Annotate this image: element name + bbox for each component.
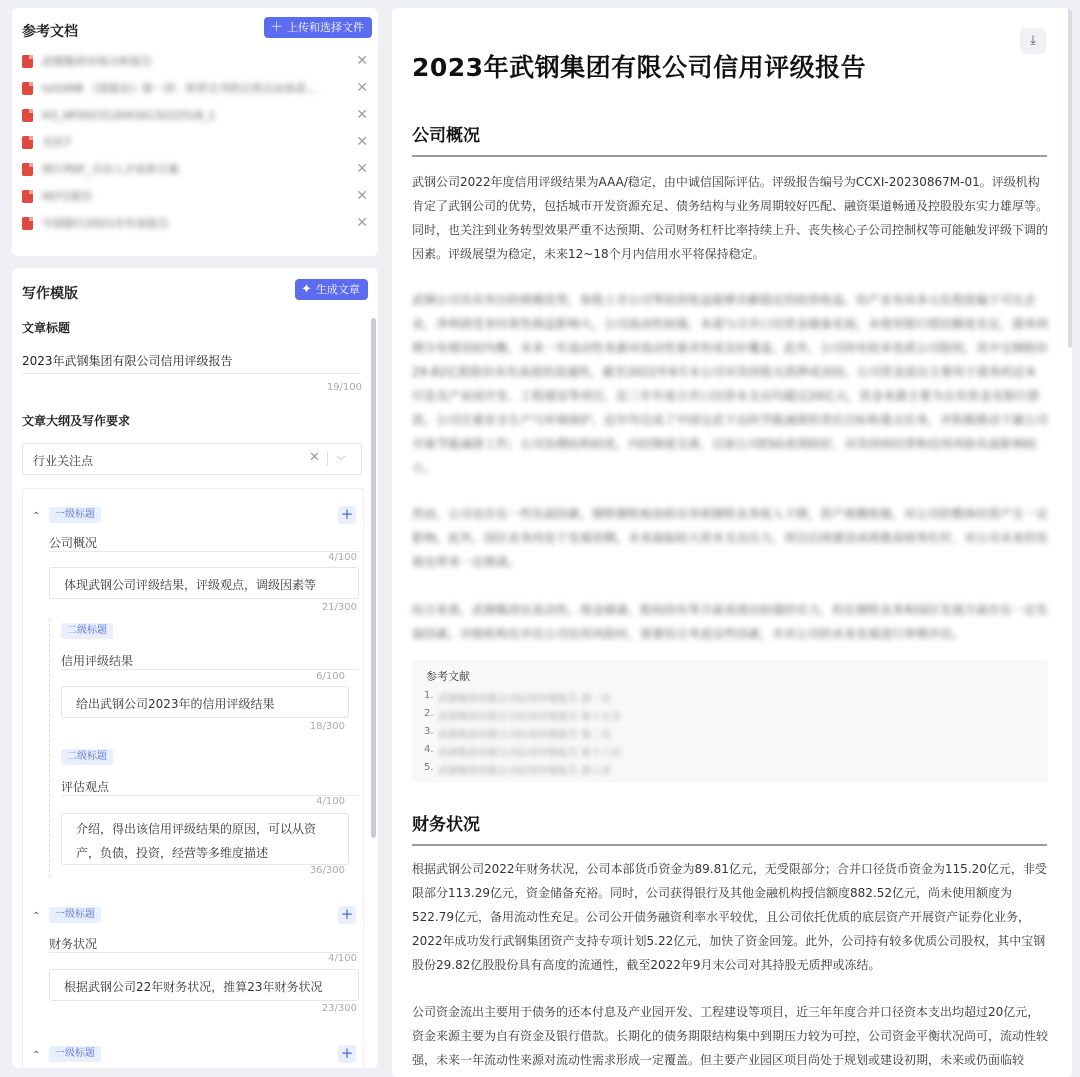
- reference-text: 武钢集团有限公司信用评级报告 第八页: [438, 766, 612, 777]
- pdf-icon: [22, 163, 33, 176]
- references-box: [412, 660, 1048, 782]
- section-requirement-input[interactable]: [49, 969, 359, 1001]
- file-item[interactable]: [22, 106, 368, 124]
- subsection-requirement-count: 18/300: [309, 721, 345, 732]
- file-name: 中国银行2021年年度报告: [42, 217, 169, 230]
- subsection-requirement-text: 介绍，得出该信用评级结果的原因，可以从资产，负债，投资，经营等多维度描述: [76, 822, 317, 860]
- paragraph: 武钢公司2022年度信用评级结果为AAA/稳定，由中诚信国际评估。评级报告编号为CCXI-20230867M-01。评级机构肯定了武钢公司的优势，包括城市开发资源充足、债务结构与业务周期较好匹配、融资渠道畅通及控股股东实力雄厚等。同时，也关注到业务转型效果严重不达预期、公司财务杠杆比率持续上升、丧失核心子公司控制权等可能触发评级下调的因素。评级展望为稳定，未来12~18个月内信用水平将保持稳定。: [412, 175, 1049, 261]
- reference-item[interactable]: [424, 762, 611, 777]
- download-icon[interactable]: ⤓: [1020, 28, 1046, 54]
- document-panel: [392, 8, 1072, 1077]
- reference-number: 1.: [424, 690, 434, 701]
- select-separator: [327, 452, 328, 466]
- reference-item[interactable]: [424, 726, 611, 741]
- references-title: 参考文献: [426, 670, 470, 683]
- nest-line: [49, 619, 50, 877]
- remove-file-icon[interactable]: ✕: [356, 215, 368, 231]
- subsection-requirement-count: 36/300: [309, 865, 345, 876]
- remove-file-icon[interactable]: ✕: [356, 161, 368, 177]
- file-item[interactable]: [22, 133, 368, 151]
- remove-file-icon[interactable]: ✕: [356, 107, 368, 123]
- upload-select-files-button[interactable]: [264, 17, 372, 38]
- subsection-requirement-input[interactable]: [61, 686, 349, 718]
- generate-article-button[interactable]: [295, 279, 368, 300]
- add-subsection-button[interactable]: +: [338, 506, 356, 524]
- divider: [22, 373, 360, 374]
- subsection-name-count: 6/100: [316, 671, 345, 682]
- pdf-icon: [22, 109, 33, 122]
- remove-file-icon[interactable]: ✕: [356, 188, 368, 204]
- paragraph: 综合来看，武钢集团在流动性、现金储备、股权持有等方面表现出较强的实力，但在钢铁业务和园区发展方面存在一定负面因素。评级机构在评估公司信用风险时，需要综合考虑这些因素，并对公司的未来发展进行审慎评估。: [412, 603, 1049, 641]
- subsection-requirement-input[interactable]: [61, 813, 349, 865]
- reference-text: 武钢集团有限公司信用评级报告 第十五页: [438, 712, 622, 723]
- paragraph: 根据武钢公司2022年财务状况，公司本部货币资金为89.81亿元，无受限部分；合并口径货币资金为115.20亿元，非受限部分113.29亿元，资金储备充裕。同时，公司获得银行及其他金融机构授信额度882.52亿元，尚未使用额度为522.79亿元，备用流动性充足。公司公开债务融资利率水平较优，且公司依托优质的底层资产开展资产证券化业务，2022年成功发行武钢集团资产支持专项计划5.22亿元，加快了资金回笼。此外，公司持有较多优质公司股权，其中宝钢股份29.82亿股股份具有高度的流通性，截至2022年9月末公司对其持股无质押或冻结。: [412, 862, 1047, 972]
- add-subsection-button[interactable]: +: [338, 906, 356, 924]
- remove-file-icon[interactable]: ✕: [356, 134, 368, 150]
- file-name: tsl1008 《国富论》第一讲：纵贯全书的自然自由体系...: [42, 82, 318, 95]
- heading-rule: [412, 155, 1047, 157]
- reference-docs-panel: [12, 8, 378, 256]
- reference-text: 武钢集团有限公司信用评级报告 第十六页: [438, 748, 622, 759]
- reference-text: 武钢集团有限公司信用评级报告 第一页: [438, 694, 612, 705]
- reference-number: 3.: [424, 726, 434, 737]
- section-requirement-count: 21/300: [321, 602, 357, 613]
- reference-item[interactable]: [424, 744, 621, 759]
- section-requirement-text: 体现武钢公司评级结果，评级观点，调级因素等: [64, 578, 317, 592]
- pdf-icon: [22, 55, 33, 68]
- remove-file-icon[interactable]: ✕: [356, 53, 368, 69]
- file-name: H3_AP202312041613222518_1: [42, 108, 216, 122]
- article-title-count: 19/100: [326, 382, 362, 393]
- paragraph: 然而，公司也存在一些负面因素，钢铁钢铁板块转出导致钢铁业务收入下降，资产规模收缩，对公司的整体经营产生一定影响。此外，园区业务尚处于发展初期，未来面临较大资本支出压力，项目后续建设或将推高财务杠杆，对公司未来的发展也带来一定挑战。: [412, 507, 1049, 569]
- subsection-name-input[interactable]: 评估观点: [61, 780, 110, 794]
- outline-select-value: 行业关注点: [33, 454, 94, 468]
- template-scrollbar[interactable]: [371, 318, 376, 838]
- article-title-input[interactable]: 2023年武钢集团有限公司信用评级报告: [22, 354, 233, 368]
- file-item[interactable]: [22, 187, 368, 205]
- section-name-input[interactable]: 公司概况: [49, 536, 98, 550]
- generate-button-label: 生成文章: [315, 283, 360, 296]
- heading-rule: [412, 844, 1047, 846]
- section-requirement-count: 23/300: [321, 1003, 357, 1014]
- collapse-icon[interactable]: ⌃: [32, 911, 41, 922]
- writing-template-panel: [12, 268, 378, 1068]
- file-item[interactable]: [22, 214, 368, 232]
- clear-icon[interactable]: ✕: [309, 450, 320, 465]
- outline-label: 文章大纲及写作要求: [22, 414, 131, 428]
- pdf-icon: [22, 136, 33, 149]
- chevron-down-icon[interactable]: ⌵: [337, 450, 346, 463]
- level2-tag: 二级标题: [61, 623, 113, 639]
- file-item[interactable]: [22, 160, 368, 178]
- sparkle-icon: ✦: [301, 282, 312, 297]
- section-requirement-text: 根据武钢公司22年财务状况，推算23年财务状况: [64, 980, 323, 994]
- reference-item[interactable]: [424, 708, 621, 723]
- remove-file-icon[interactable]: ✕: [356, 80, 368, 96]
- plus-icon: ＋: [270, 20, 284, 35]
- add-subsection-button[interactable]: +: [338, 1045, 356, 1063]
- subsection-name-input[interactable]: 信用评级结果: [61, 654, 134, 668]
- reference-number: 4.: [424, 744, 434, 755]
- level2-tag: 二级标题: [61, 749, 113, 765]
- outline-container: [22, 488, 364, 1068]
- subsection-name-count: 4/100: [316, 796, 345, 807]
- reference-text: 武钢集团有限公司信用评级报告 第二页: [438, 730, 612, 741]
- file-item[interactable]: [22, 79, 368, 97]
- level1-tag: 一级标题: [49, 507, 101, 523]
- paragraph: 武钢公司具有突出的规模优势，参股上市公司等投资收益能够贡献稳定的投资收益。但产业布局多元化程度偏于可比企业，净利润受非经常性损益影响大，公司流动性较强，本部与合并口径资金储备充裕，未使用银行授信额度充足，债务到期分布情况较均衡，未来一年流动性来源对流动性需求形成良好覆盖。此外，公司持有较多优质公司股权，其中宝钢股份29.82亿股股份具有高度的流通性，截至2022年9月末公司对其持股无质押或冻结。公司资金流出主要用于债务的还本付息及产业园开发、工程建设等项目，近三年年度合并口径资本支出均超过20亿元，资金来源主要为自有资金及银行借款。公司注重安全生产与环境保护，近年均完成了中国宝武下达的节能减排的责任目标和重点任务，并积极推动下属公司开展节能减排工作；公司治理结构较优，内控制度完善，目前公司ESG表现较好，对其持续经营和信用风险负面影响较小。: [412, 293, 1049, 475]
- file-name: 0071简历: [42, 190, 92, 203]
- file-name: 光伏7: [42, 136, 71, 149]
- section-requirement-input[interactable]: [49, 567, 359, 599]
- document-scrollbar[interactable]: [1068, 8, 1072, 348]
- divider: [61, 669, 359, 670]
- level1-tag: 一级标题: [49, 1046, 101, 1062]
- reference-docs-title: 参考文档: [22, 24, 78, 40]
- level1-tag: 一级标题: [49, 907, 101, 923]
- outline-select[interactable]: [22, 443, 362, 475]
- subsection-requirement-text: 给出武钢公司2023年的信用评级结果: [76, 697, 275, 711]
- article-title-label: 文章标题: [22, 321, 71, 335]
- collapse-icon[interactable]: ⌃: [32, 1050, 41, 1061]
- section-name-count: 4/100: [328, 953, 357, 964]
- pdf-icon: [22, 82, 33, 95]
- reference-item[interactable]: [424, 690, 611, 705]
- section-name-input[interactable]: 财务状况: [49, 937, 98, 951]
- file-name: 武钢集团市场分析报告: [42, 55, 152, 68]
- reference-number: 2.: [424, 708, 434, 719]
- paragraph: 公司资金流出主要用于债务的还本付息及产业园开发、工程建设等项目，近三年年度合并口径资本支出均超过20亿元，资金来源主要为自有资金及银行借款。长期化的债务期限结构集中到期压力较为可控，公司资金平衡状况尚可，流动性较强，未来一年流动性来源对流动性需求形成一定覆盖。但主要产业园区项目尚处于规划或建设初期，未来或仍面临较: [412, 1005, 1049, 1067]
- collapse-icon[interactable]: ⌃: [32, 511, 41, 522]
- document-title: 2023年武钢集团有限公司信用评级报告: [412, 53, 867, 82]
- section-heading: 公司概况: [412, 126, 480, 146]
- reference-number: 5.: [424, 762, 434, 773]
- writing-template-title: 写作模版: [22, 286, 78, 302]
- file-item[interactable]: [22, 52, 368, 70]
- upload-button-label: 上传和选择文件: [287, 21, 365, 34]
- file-name: 图片PDF_丰田人才培养方案: [42, 163, 179, 176]
- section-name-count: 4/100: [328, 552, 357, 563]
- pdf-icon: [22, 190, 33, 203]
- section-heading: 财务状况: [412, 815, 480, 835]
- pdf-icon: [22, 217, 33, 230]
